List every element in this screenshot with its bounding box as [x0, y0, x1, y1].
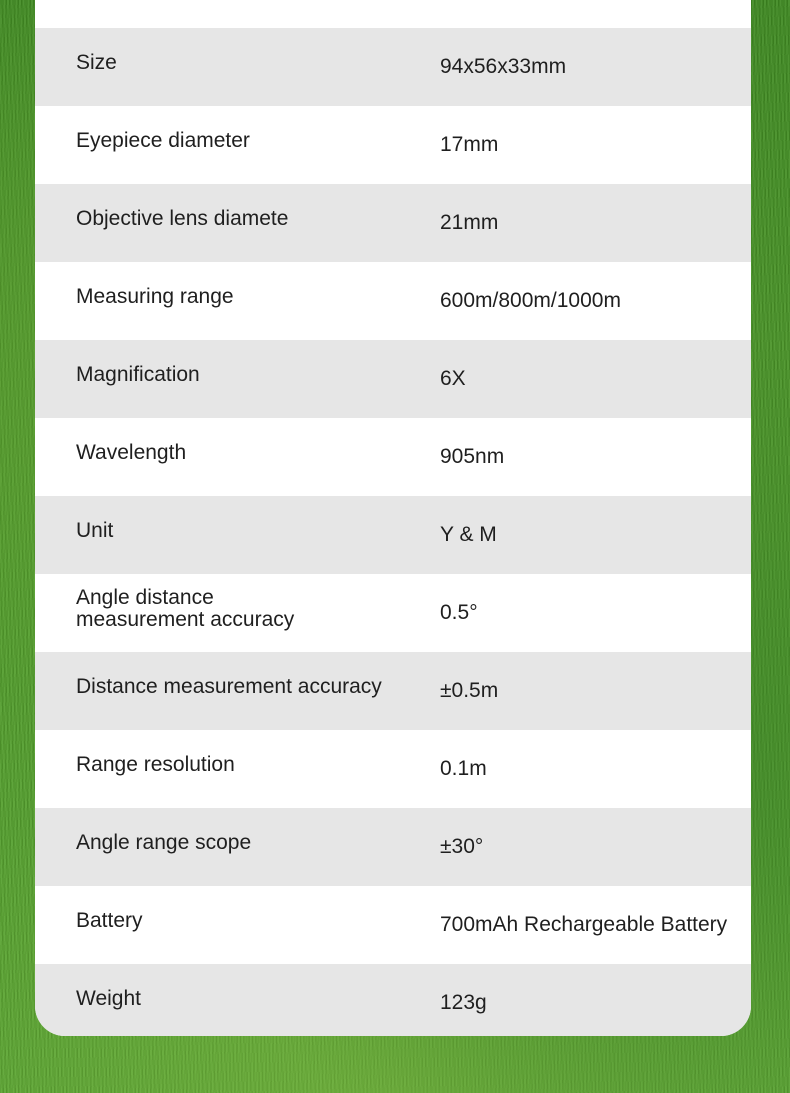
- spec-value: Y & M: [440, 523, 497, 546]
- spec-row-objective-lens-diameter: [35, 184, 751, 262]
- spec-value: 123g: [440, 991, 487, 1014]
- spec-value: 21mm: [440, 211, 499, 234]
- spec-label: Measuring range: [76, 285, 234, 308]
- spec-row-wavelength: [35, 418, 751, 496]
- spec-row-eyepiece-diameter: [35, 106, 751, 184]
- spec-value: 600m/800m/1000m: [440, 289, 621, 312]
- spec-value: 700mAh Rechargeable Battery: [440, 913, 728, 936]
- spec-row-range-resolution: [35, 730, 751, 808]
- spec-label: Magnification: [76, 363, 200, 386]
- spec-label: Weight: [76, 987, 141, 1010]
- spec-label: Battery: [76, 909, 143, 932]
- spec-label: Distance measurement accuracy: [76, 675, 382, 698]
- spec-value: 17mm: [440, 133, 499, 156]
- spec-label: Size: [76, 51, 117, 74]
- spec-label: Wavelength: [76, 441, 187, 464]
- spec-value: ±0.5m: [440, 679, 499, 702]
- spec-row-angle-distance-accuracy: [35, 574, 751, 652]
- spec-label: Objective lens diamete: [76, 207, 289, 230]
- spec-table: [35, 28, 751, 1036]
- spec-label: Range resolution: [76, 753, 235, 776]
- spec-row-measuring-range: [35, 262, 751, 340]
- spec-row-size: [35, 28, 751, 106]
- spec-value: ±30°: [440, 835, 484, 858]
- spec-label: Unit: [76, 519, 114, 542]
- spec-row-unit: [35, 496, 751, 574]
- spec-label: Angle distance measurement accuracy: [76, 586, 295, 631]
- spec-value: 905nm: [440, 445, 505, 468]
- spec-value: 6X: [440, 367, 466, 390]
- spec-value: 94x56x33mm: [440, 55, 567, 78]
- spec-row-distance-accuracy: [35, 652, 751, 730]
- spec-row-magnification: [35, 340, 751, 418]
- spec-label: Angle range scope: [76, 831, 252, 854]
- spec-value: 0.1m: [440, 757, 487, 780]
- spec-row-angle-range-scope: [35, 808, 751, 886]
- spec-row-battery: [35, 886, 751, 964]
- spec-card: [35, 0, 751, 1036]
- spec-row-weight: [35, 964, 751, 1036]
- spec-label: Eyepiece diameter: [76, 129, 250, 152]
- spec-value: 0.5°: [440, 601, 478, 624]
